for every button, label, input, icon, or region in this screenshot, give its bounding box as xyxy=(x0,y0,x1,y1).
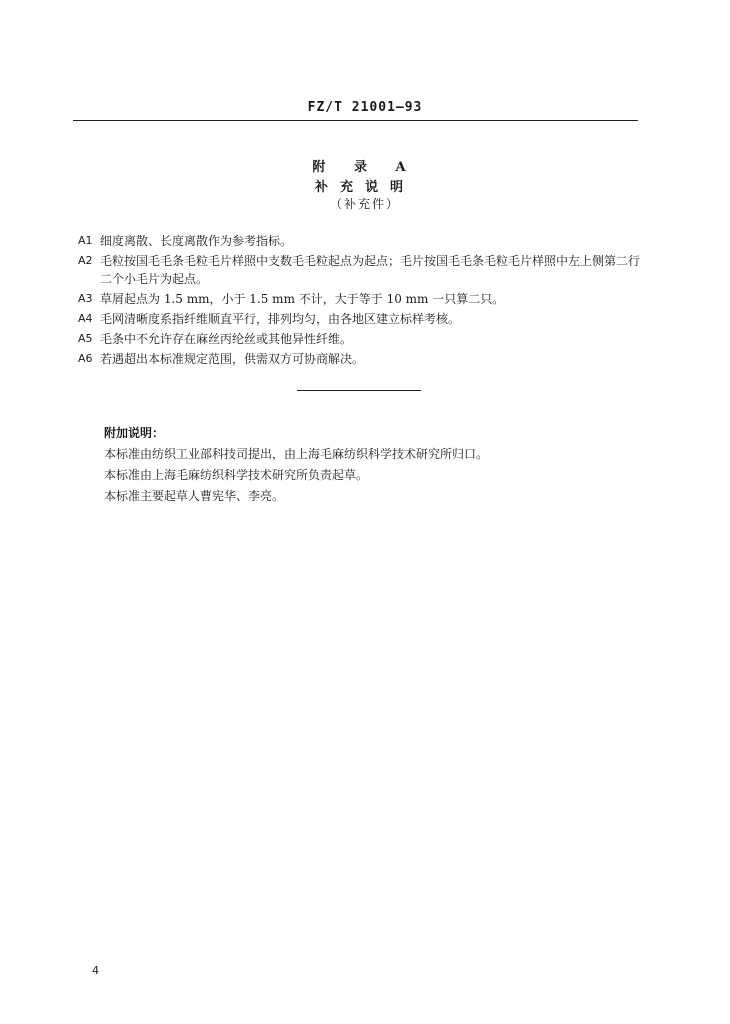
clause-text: 草屑起点为 1.5 mm，小于 1.5 mm 不计，大于等于 10 mm 一只算二只。 xyxy=(100,292,505,306)
clause-a4 xyxy=(78,310,640,328)
clause-number: A6 xyxy=(78,352,93,365)
clause-number: A1 xyxy=(78,234,93,247)
additional-notes xyxy=(104,424,644,508)
clause-text: 细度离散、长度离散作为参考指标。 xyxy=(100,234,293,248)
appendix-subtitle: 补充说明 xyxy=(314,180,415,195)
standard-number: FZ/T 21001—93 xyxy=(307,100,423,115)
clause-list xyxy=(78,232,640,370)
clause-number: A4 xyxy=(78,312,93,325)
clause-a1 xyxy=(78,232,640,250)
clause-a5 xyxy=(78,330,640,348)
clause-a2 xyxy=(78,252,640,288)
appendix-note: （补充件） xyxy=(329,197,400,211)
clause-a6 xyxy=(78,350,640,368)
page-number: 4 xyxy=(92,964,99,977)
additional-note-line: 本标准由上海毛麻纺织科学技术研究所负责起草。 xyxy=(104,468,369,482)
section-separator xyxy=(297,390,421,391)
clause-text: 毛条中不允许存在麻丝丙纶丝或其他异性纤维。 xyxy=(100,332,353,346)
clause-number: A5 xyxy=(78,332,93,345)
header-rule xyxy=(73,120,638,121)
clause-text: 若遇超出本标准规定范围，供需双方可协商解决。 xyxy=(100,352,365,366)
clause-text: 毛网清晰度系指纤维顺直平行，排列均匀，由各地区建立标样考核。 xyxy=(100,312,461,326)
additional-notes-heading: 附加说明： xyxy=(104,426,165,440)
clause-number: A2 xyxy=(78,254,93,267)
clause-number: A3 xyxy=(78,292,93,305)
additional-note-line: 本标准主要起草人曹宪华、李亮。 xyxy=(104,489,285,503)
additional-note-line: 本标准由纺织工业部科技司提出，由上海毛麻纺织科学技术研究所归口。 xyxy=(104,447,489,461)
clause-text: 毛粒按国毛毛条毛粒毛片样照中支数毛毛粒起点为起点；毛片按国毛毛条毛粒毛片样照中左上侧第二行二个小毛片为起点。 xyxy=(100,254,641,286)
clause-a3 xyxy=(78,290,640,308)
appendix-title: 附 录 A xyxy=(312,160,418,175)
